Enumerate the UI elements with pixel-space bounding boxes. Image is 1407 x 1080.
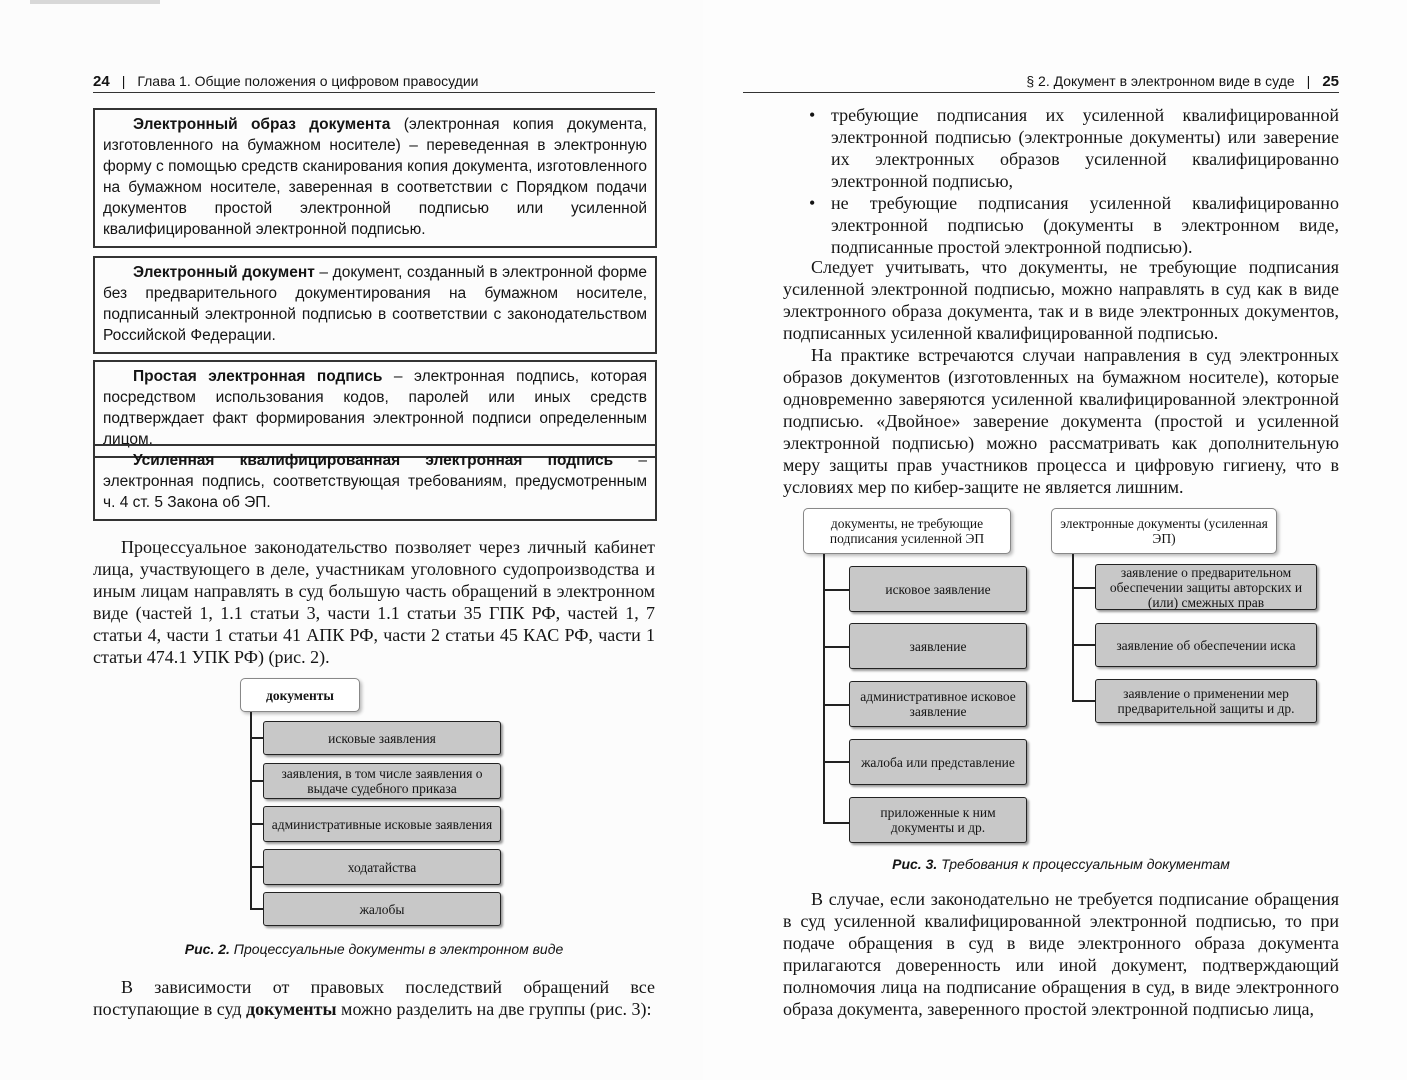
paragraph-text: На практике встречаются случаи направления в суд электронных образов документов (изготовленных на бумажном носителе), которые одновременно заверяются усиленной квалифицированной электронной подписью. «Двойное» заверение документа (простой и усиленной электронной подписью) можно рассматривать как дополнительную меру защиты прав участников процесса и цифровую гигиену, что в условиях мер по кибер-защите не является лишним. xyxy=(783,345,1339,497)
paragraph-bold-text: документы xyxy=(246,999,337,1019)
figure-3-right-item: заявление об обеспечении иска xyxy=(1095,623,1317,667)
connector-line xyxy=(1072,554,1074,702)
right-page-number: 25 xyxy=(1322,72,1339,90)
connector-line xyxy=(1072,587,1095,589)
left-page xyxy=(0,0,703,1080)
connector-line xyxy=(250,823,263,825)
figure-3-left-item: административное исковое заявление xyxy=(849,681,1027,727)
figure-2-root: документы xyxy=(240,678,360,712)
paragraph-text: В зависимости от правовых последствий обращений все поступающие в суд xyxy=(93,977,655,1019)
definition-term: Электронный образ документа xyxy=(133,116,391,133)
figure-3-left-item: заявление xyxy=(849,623,1027,669)
figure-2-item: жалобы xyxy=(263,892,501,926)
paragraph-text: В случае, если законодательно не требуется подписание обращения в суд усиленной квалифицированной электронной подписью, то при подаче обращения в суд в виде электронного образа документа прилагаются доверенность или иной документ, подтверждающий полномочия лица на подписание обращения в суд, в виде электронного образа документа, заверенного простой электронной подписью лица, xyxy=(783,889,1339,1019)
figure-3-left-item: приложенные к ним документы и др. xyxy=(849,797,1027,843)
figure-3-left-item: исковое заявление xyxy=(849,566,1027,612)
paragraph-text: Процессуальное законодательство позволяет через личный кабинет лица, участвующего в деле, участникам уголовного судопроизводства и иным лицам направлять в суд большую часть обращений в электронном виде (частей 1, 1.1 статьи 3, части 1.1 статьи 35 ГПК РФ, частей 1, 7 статьи 4, части 1 статьи 41 АПК РФ, части 2 статьи 45 КАС РФ, части 1 статьи 474.1 УПК РФ) (рис. 2). xyxy=(93,537,655,667)
connector-line xyxy=(1072,700,1095,702)
caption-text: Требования к процессуальным документам xyxy=(937,856,1230,872)
connector-line xyxy=(250,866,263,868)
figure-2-item: исковые заявления xyxy=(263,721,501,755)
definition-term: Простая электронная подпись xyxy=(133,368,383,385)
connector-line xyxy=(823,554,825,824)
definition-term: Усиленная квалифицированная электронная подпись xyxy=(133,452,614,469)
bullet-item: • требующие подписания их усиленной квалифицированной электронной подписью (электронные документы) или заверение их электронных образов усиленной квалифицированно электронной подписью, xyxy=(809,104,1339,192)
connector-line xyxy=(250,908,263,910)
left-page-number: 24 xyxy=(93,72,110,90)
caption-label: Рис. 2. xyxy=(184,941,230,957)
definition-text: – документ, созданный в электронной форме без предварительного документирования на бумажном носителе, подписанный электронной подписью в соответствии с законодательством Российской Федерации. xyxy=(103,264,647,344)
connector-line xyxy=(823,704,849,706)
caption-text: Процессуальные документы в электронном виде xyxy=(229,941,564,957)
section-title: § 2. Документ в электронном виде в суде xyxy=(1026,73,1295,89)
paragraph-text: можно разделить на две группы (рис. 3): xyxy=(336,999,652,1019)
header-separator: | xyxy=(121,73,126,89)
header-separator: | xyxy=(1306,73,1311,89)
connector-line xyxy=(823,646,849,648)
figure-2-item: заявления, в том числе заявления о выдаче судебного приказа xyxy=(263,763,501,799)
right-paragraph-3 xyxy=(783,888,1339,1020)
connector-line xyxy=(823,589,849,591)
connector-line xyxy=(1072,644,1095,646)
connector-line xyxy=(823,761,849,763)
figure-2-diagram xyxy=(0,0,703,1080)
figure-3-caption xyxy=(783,856,1339,872)
paragraph-text: Следует учитывать, что документы, не требующие подписания усиленной электронной подписью, можно направлять в суд как в виде электронного образа документа, так и в виде электронных документов, подписанных усиленной квалифицированной подписью. xyxy=(783,257,1339,343)
definition-term: Электронный документ xyxy=(133,264,315,281)
definition-text: (электронная копия документа, изготовленного на бумажном носителе) – переведенная в электронную форму с помощью средств сканирования копия документа, изготовленного на бумажном носителе, заверенная в соответствии с Порядком подачи документов простой электронной подписью или усиленной квалифицированной электронной подписью. xyxy=(103,116,647,238)
definition-text: – электронная подпись, которая посредством использования кодов, паролей или иных средств подтверждает факт формирования электронной подписи определенным лицом. xyxy=(103,368,647,448)
figure-2-caption xyxy=(93,941,655,957)
figure-3-right-item: заявление о предварительном обеспечении защиты авторских и (или) смежных прав xyxy=(1095,564,1317,610)
figure-2-item: административные исковые заявления xyxy=(263,806,501,842)
definition-text: – электронная подпись, соответствующая требованиям, предусмотренным ч. 4 ст. 5 Закона об ЭП. xyxy=(103,452,647,511)
figure-3-left-root: документы, не требующие подписания усиленной ЭП xyxy=(803,508,1011,554)
right-page xyxy=(703,0,1407,1080)
connector-line xyxy=(250,780,263,782)
left-paragraph-2 xyxy=(93,976,655,1020)
figure-2-item: ходатайства xyxy=(263,849,501,885)
caption-label: Рис. 3. xyxy=(892,856,938,872)
bullet-item: • не требующие подписания усиленной квалифицированно электронной подписью (документы в электронном виде, подписанные простой электронной подписью). xyxy=(809,192,1339,258)
chapter-title: Глава 1. Общие положения о цифровом правосудии xyxy=(137,73,479,89)
connector-line xyxy=(250,712,252,910)
figure-3-right-root: электронные документы (усиленная ЭП) xyxy=(1051,508,1277,554)
figure-3-right-item: заявление о применении мер предварительной защиты и др. xyxy=(1095,679,1317,723)
connector-line xyxy=(250,737,263,739)
figure-3-left-item: жалоба или представление xyxy=(849,739,1027,785)
connector-line xyxy=(823,822,849,824)
